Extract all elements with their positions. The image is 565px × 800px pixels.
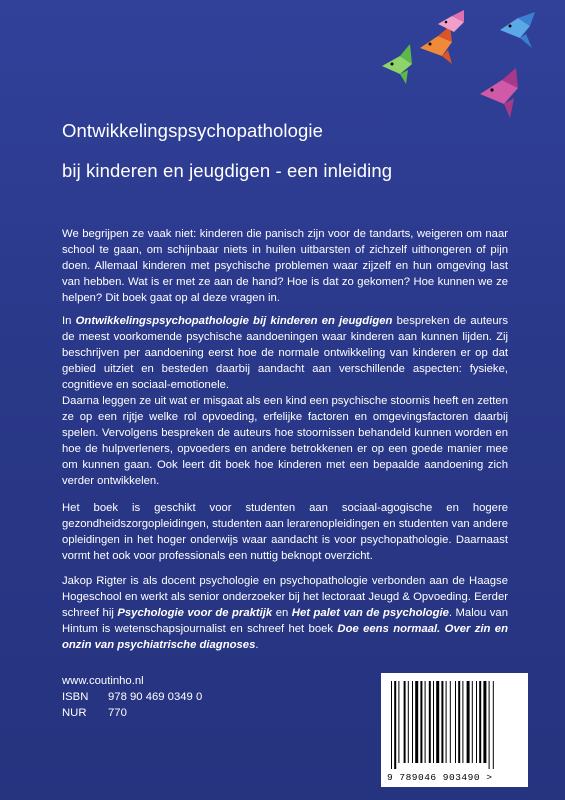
barcode-bars: [381, 673, 528, 773]
birds-illustration: [360, 8, 560, 128]
pink-bird-icon: [438, 10, 464, 32]
website-url: www.coutinho.nl: [62, 675, 144, 687]
isbn-row: [62, 689, 202, 705]
nur-row: [62, 705, 202, 721]
paragraph-content-post: bespreken de auteurs de meest voorkomende psychische aandoeningen waar kinderen aan kunnen lijden. Zij beschrijven per aandoening eerst hoe de normale ontwikkeling van kinderen er op dat gebied uitziet en besteden daarbij aandacht aan verschillende aspecten: fysieke, cognitieve en sociaal-emotionele.: [62, 315, 509, 391]
title-line-1: Ontwikkelingspsychopathologie: [62, 120, 324, 141]
book-doe-eens-normaal: Doe eens normaal. Over zin en onzin van psychiatrische diagnoses: [62, 623, 508, 651]
green-bird-icon: [382, 44, 412, 84]
paragraph-audience: Het boek is geschikt voor studenten aan sociaal-agogische en hogere gezondheidszorgopleidingen, studenten aan lerarenopleidingen en studenten van andere opleidingen in het hoger onderwijs waar aandacht is voor psychopathologie. Daarnaast vormt het ook voor professionals een nuttig beknopt overzicht.: [62, 502, 508, 562]
paragraph-content-pre: In: [62, 315, 76, 327]
book-title-italic: Ontwikkelingspsychopathologie bij kinderen en jeugdigen: [75, 315, 393, 327]
magenta-bird-icon: [480, 68, 518, 118]
isbn-label: ISBN: [62, 691, 89, 703]
book-psychologie-praktijk: Psychologie voor de praktijk: [117, 607, 273, 619]
nur-label: NUR: [62, 707, 87, 719]
paragraph-content-continued: Daarna leggen ze uit wat er misgaat als een kind een psychische stoornis heeft en zetten ze op een rijtje welke rol opvoeding, erfelijke factoren en omgevingsfactoren daarbij spelen. Vervolgens bespreken de auteurs hoe stoornissen behandeld kunnen worden en hoe de hulpverleners, opvoeders en andere betrokkenen er op een goede manier mee om kunnen gaan. Ook leert dit boek hoe kinderen met een bepaalde aandoening zich verder ontwikkelen.: [62, 395, 508, 487]
authors-text-en: en: [272, 607, 292, 619]
barcode-digits: 9 789046 903490 >: [387, 772, 493, 783]
paragraph-content: [62, 313, 508, 489]
paragraph-authors: [62, 573, 508, 653]
barcode: [381, 673, 528, 787]
nur-value: 770: [108, 707, 127, 719]
blue-bird-icon: [500, 12, 535, 48]
paragraph-intro: We begrijpen ze vaak niet: kinderen die panisch zijn voor de tandarts, weigeren om naar school te gaan, om schijnbaar niets in huilen uitbarsten of zichzelf uithongeren of pijn doen. Allemaal kinderen met psychische problemen waar zijzelf en hun omgeving last van hebben. Wat is er met ze aan de hand? Hoe is dat zo gekomen? Hoe kunnen we ze helpen? Dit boek gaat op al deze vragen in.: [62, 228, 508, 304]
isbn-value: 978 90 469 0349 0: [108, 691, 203, 703]
authors-text-a: Jakop Rigter is als docent psychologie en psychopathologie verbonden aan de Haagse Hogeschool en werkt als senior onderzoeker bij het lectoraat Jeugd & Opvoeding. Eerder schreef hij: [62, 575, 508, 619]
authors-text-end: .: [255, 639, 259, 651]
title-line-2: bij kinderen en jeugdigen - een inleiding: [62, 160, 393, 181]
book-palet-psychologie: Het palet van de psychologie: [291, 607, 449, 619]
orange-bird-icon: [420, 26, 452, 64]
authors-text-b: . Malou van Hintum is wetenschapsjournalist en schreef het boek: [62, 607, 508, 635]
publication-info: [62, 673, 202, 721]
